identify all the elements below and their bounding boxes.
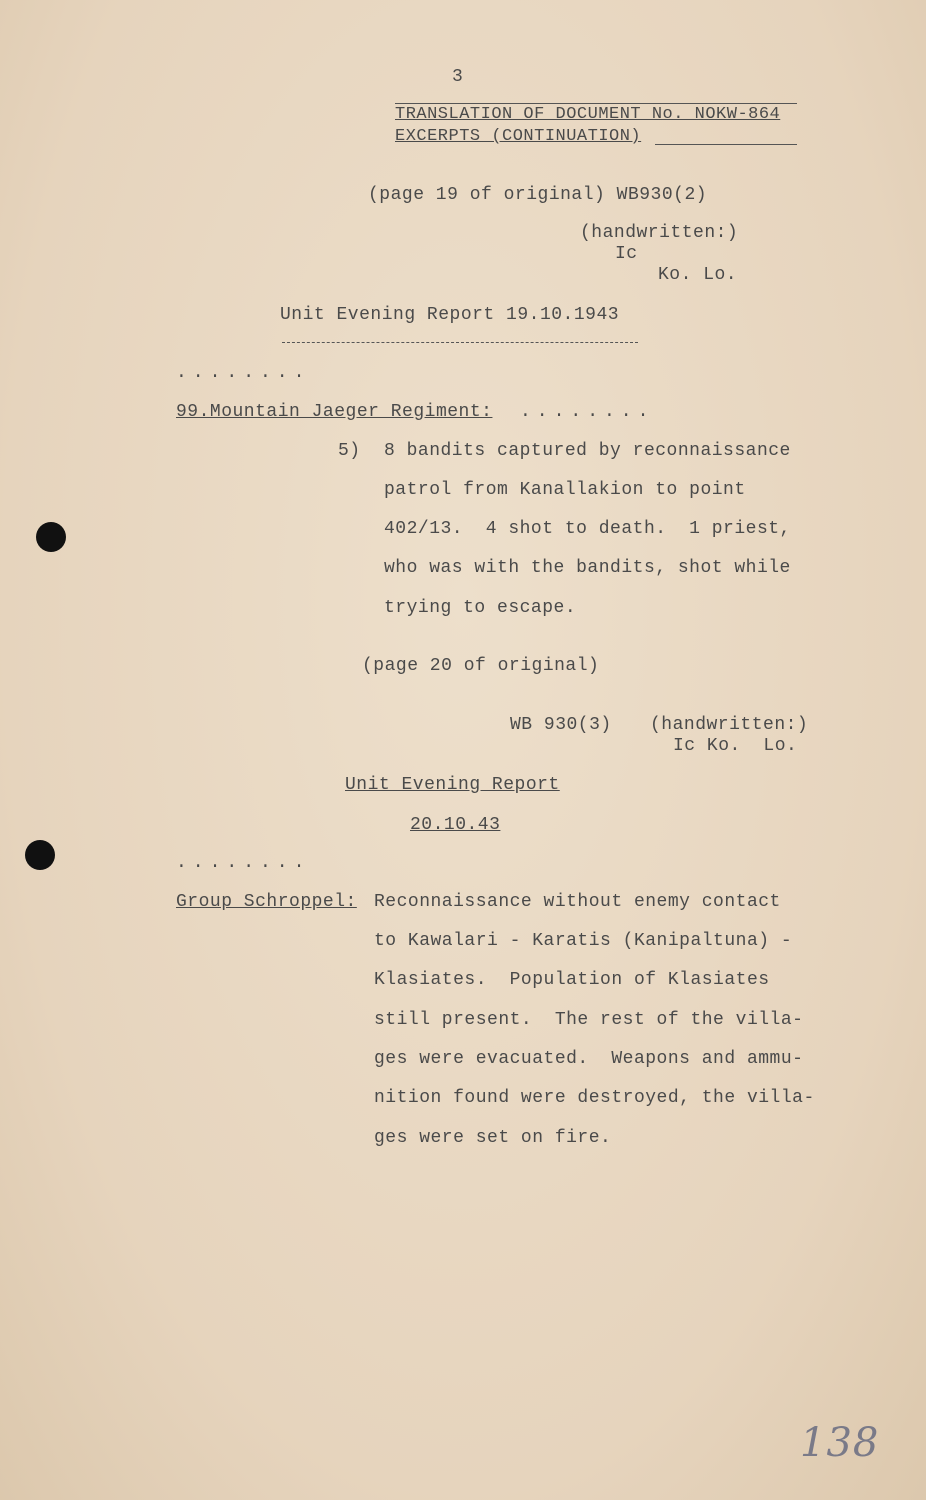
report1-ellipsis: ........ — [176, 363, 311, 383]
page19-ic: Ic — [615, 244, 638, 264]
page-number: 3 — [452, 67, 464, 87]
group-label: Group Schroppel: — [176, 892, 357, 912]
page20-handwritten-note: (handwritten:) — [650, 715, 809, 735]
report2-line: still present. The rest of the villa- — [374, 1010, 804, 1030]
page19-ko-lo: Ko. Lo. — [658, 265, 738, 285]
header-bottom-rule — [655, 144, 797, 145]
report1-line: trying to escape. — [384, 598, 577, 618]
report2-date: 20.10.43 — [410, 815, 501, 835]
regiment-ellipsis: ........ — [520, 402, 655, 422]
report2-line: ges were set on fire. — [374, 1128, 612, 1148]
page20-reference: (page 20 of original) — [362, 656, 600, 676]
page20-ic-ko-lo: Ic Ko. Lo. — [673, 736, 798, 756]
header-subtitle: EXCERPTS (CONTINUATION) — [395, 127, 642, 146]
report2-line: Klasiates. Population of Klasiates — [374, 970, 770, 990]
report1-line: 8 bandits captured by reconnaissance — [384, 441, 791, 461]
report1-line: 402/13. 4 shot to death. 1 priest, — [384, 519, 791, 539]
report2-line: to Kawalari - Karatis (Kanipaltuna) - — [374, 931, 793, 951]
page19-handwritten-note: (handwritten:) — [580, 223, 739, 243]
report1-line: who was with the bandits, shot while — [384, 558, 791, 578]
report1-title-rule — [282, 342, 638, 343]
header-top-rule — [395, 103, 797, 104]
report1-title: Unit Evening Report 19.10.1943 — [280, 305, 620, 325]
header-title: TRANSLATION OF DOCUMENT No. NOKW-864 — [395, 105, 781, 124]
page19-reference: (page 19 of original) WB930(2) — [368, 185, 708, 205]
paragraph-number: 5) — [338, 441, 361, 461]
report1-line: patrol from Kanallakion to point — [384, 480, 746, 500]
regiment-label: 99.Mountain Jaeger Regiment: — [176, 402, 493, 422]
punch-hole-top — [36, 522, 66, 552]
report2-line: nition found were destroyed, the villa- — [374, 1088, 815, 1108]
page20-wb-number: WB 930(3) — [510, 715, 612, 735]
report2-title: Unit Evening Report — [345, 775, 560, 795]
report2-ellipsis: ........ — [176, 853, 311, 873]
report2-line: ges were evacuated. Weapons and ammu- — [374, 1049, 804, 1069]
handwritten-folio-number: 138 — [800, 1420, 880, 1466]
punch-hole-bottom — [25, 840, 55, 870]
report2-line: Reconnaissance without enemy contact — [374, 892, 781, 912]
